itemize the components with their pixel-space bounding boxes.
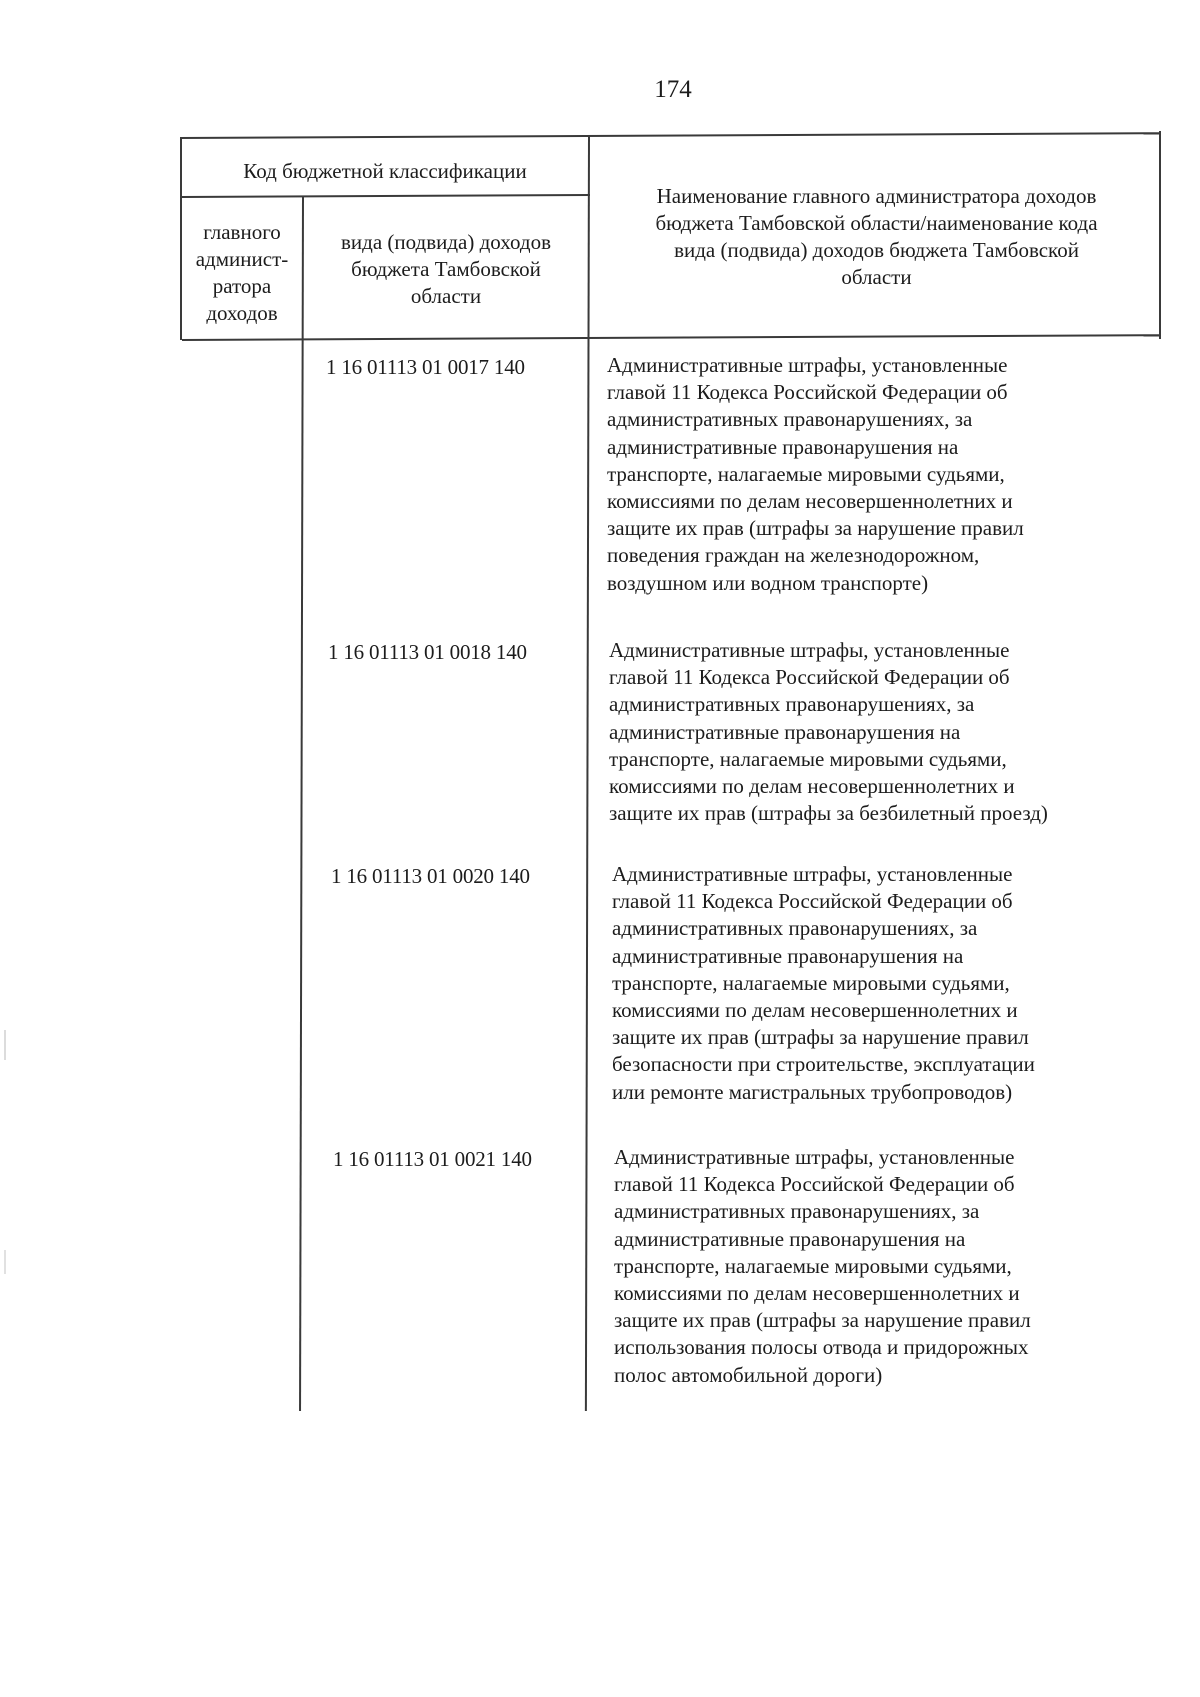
row-code: 1 16 01113 01 0017 140 xyxy=(326,355,525,379)
header-col-code: вида (подвида) доходов бюджета Тамбовской области xyxy=(341,230,551,308)
header-col-admin: главного админист- ратора доходов xyxy=(195,220,289,325)
row-description: Административные штрафы, установленные главой 11 Кодекса Российской Федерации об административных правонарушениях, за административные правонарушения на транспорте, налагаемые мировыми судьями, комиссиями по делам несовершеннолетних и защите их прав (штрафы за нарушение правил безопасности при строительстве, эксплуатации или ремонте магистральных трубопроводов) xyxy=(612,862,1035,1104)
header-col-name: Наименование главного администратора доходов бюджета Тамбовской области/наименование кода вида (подвида) доходов бюджета Тамбовской области xyxy=(655,184,1098,289)
row-description: Административные штрафы, установленные главой 11 Кодекса Российской Федерации об административных правонарушениях, за административные правонарушения на транспорте, налагаемые мировыми судьями, комиссиями по делам несовершеннолетних и защите их прав (штрафы за нарушение правил поведения граждан на железнодорожном, воздушном или водном транспорте) xyxy=(607,353,1024,595)
row-description: Административные штрафы, установленные главой 11 Кодекса Российской Федерации об административных правонарушениях, за административные правонарушения на транспорте, налагаемые мировыми судьями, комиссиями по делам несовершеннолетних и защите их прав (штрафы за нарушение правил использования полосы отвода и придорожных полос автомобильной дороги) xyxy=(614,1145,1031,1387)
scan-edge-mark xyxy=(4,1030,6,1060)
table-right-border xyxy=(1159,131,1161,339)
scan-edge-mark xyxy=(4,1250,6,1274)
table-top-border xyxy=(180,132,1159,138)
row-code: 1 16 01113 01 0020 140 xyxy=(331,864,530,888)
row-description: Административные штрафы, установленные главой 11 Кодекса Российской Федерации об административных правонарушениях, за административные правонарушения на транспорте, налагаемые мировыми судьями, комиссиями по делам несовершеннолетних и защите их прав (штрафы за безбилетный проезд) xyxy=(609,638,1048,826)
row-code: 1 16 01113 01 0018 140 xyxy=(328,640,527,664)
column-separator-admin xyxy=(299,197,304,1411)
page-number: 174 xyxy=(654,76,692,103)
row-code: 1 16 01113 01 0021 140 xyxy=(333,1147,532,1171)
header-group-label: Код бюджетной классификации xyxy=(243,159,527,183)
header-group-underline xyxy=(182,194,590,198)
header-bottom-border xyxy=(182,334,1161,340)
column-separator-code xyxy=(585,136,590,1411)
